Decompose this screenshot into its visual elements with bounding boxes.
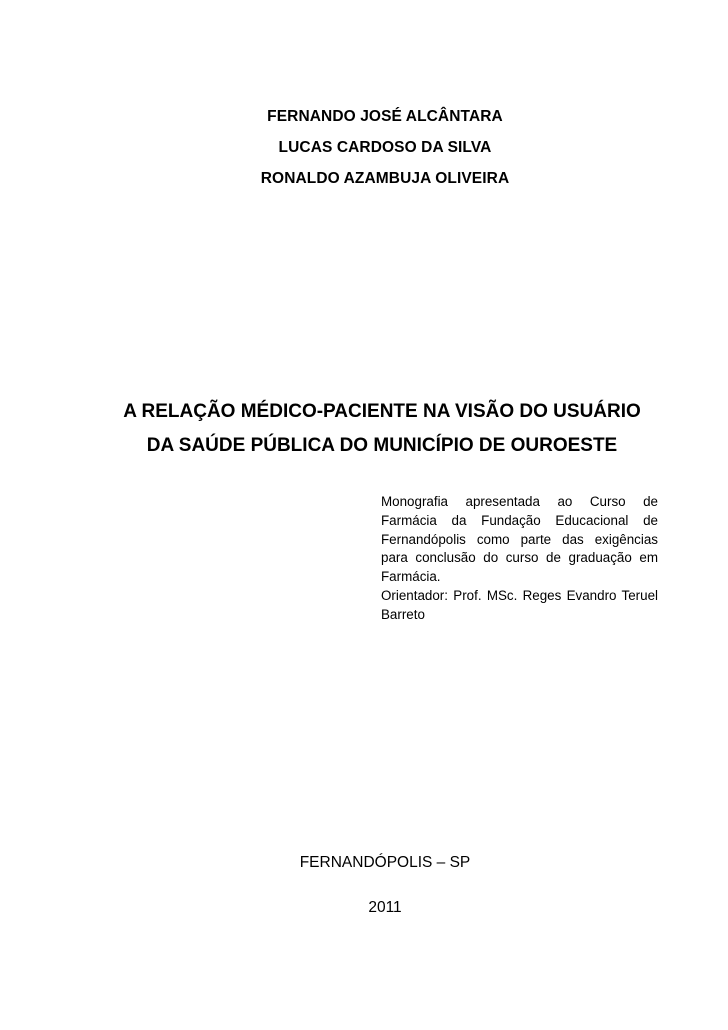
location: FERNANDÓPOLIS – SP — [299, 854, 471, 871]
advisor-text: Orientador: Prof. MSc. Reges Evandro Teruel Barreto — [381, 587, 658, 622]
year: 2011 — [368, 899, 402, 916]
title-line-2: DA SAÚDE PÚBLICA DO MUNICÍPIO DE OUROESTE — [146, 435, 618, 456]
author-name: RONALDO AZAMBUJA OLIVEIRA — [260, 170, 510, 187]
author-name: FERNANDO JOSÉ ALCÂNTARA — [267, 108, 503, 125]
author-name: LUCAS CARDOSO DA SILVA — [278, 139, 492, 156]
monograph-description — [381, 493, 658, 625]
title-line-1: A RELAÇÃO MÉDICO-PACIENTE NA VISÃO DO USUÁRIO — [123, 401, 641, 422]
document-title — [108, 395, 656, 463]
author-list — [110, 101, 660, 194]
description-text: Monografia apresentada ao Curso de Farmácia da Fundação Educacional de Fernandópolis como parte das exigências para conclusão do curso de graduação em Farmácia. — [381, 494, 658, 585]
